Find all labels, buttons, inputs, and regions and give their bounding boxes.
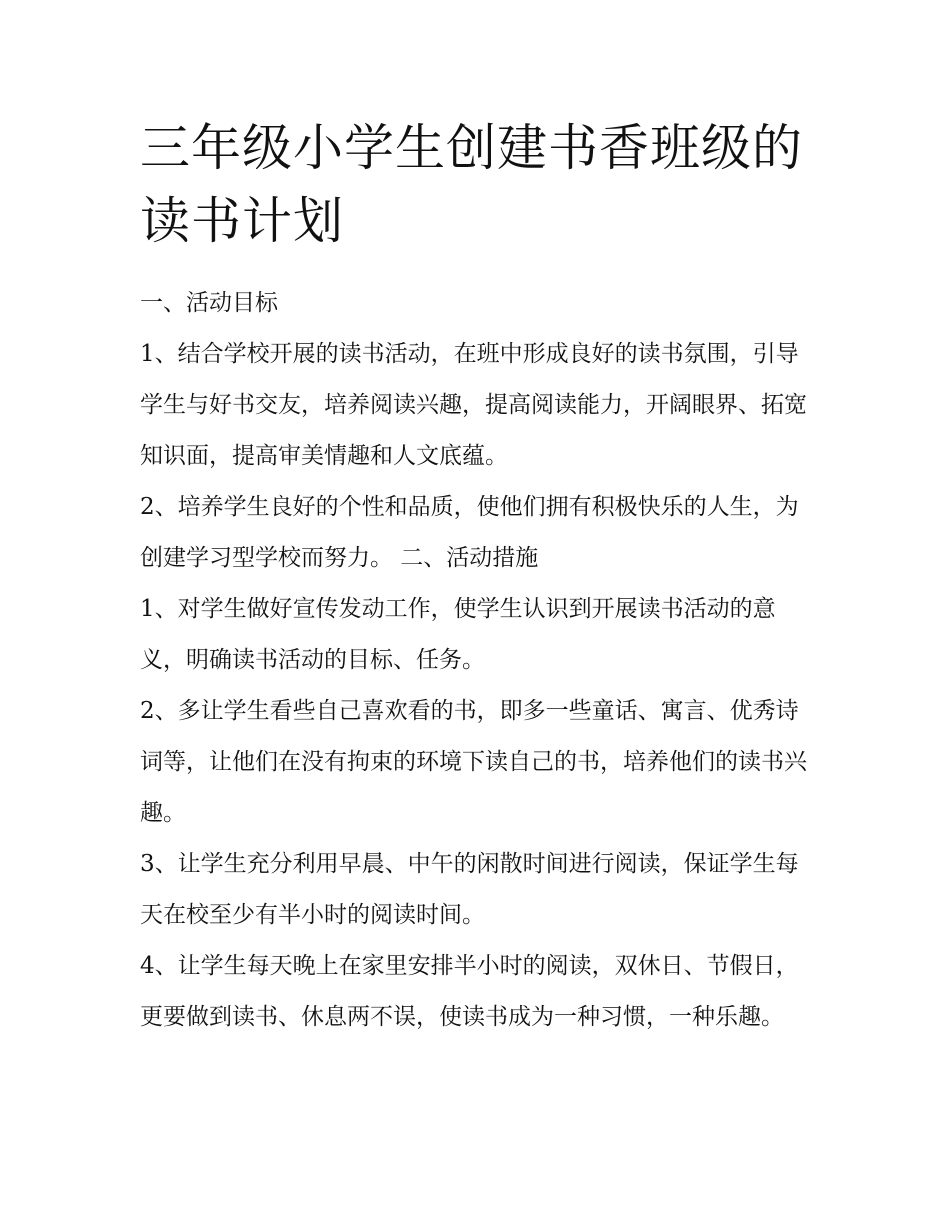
paragraph-goal-2: 2、培养学生良好的个性和品质，使他们拥有积极快乐的人生，为创建学习型学校而努力。 二、活动措施 <box>140 494 799 571</box>
paragraph-measure-4: 4、让学生每天晚上在家里安排半小时的阅读，双休日、节假日，更要做到读书、休息两不误，使读书成为一种习惯，一种乐趣。 <box>140 953 799 1030</box>
document-body <box>140 278 820 1043</box>
paragraph-goal-1: 1、结合学校开展的读书活动，在班中形成良好的读书氛围，引导学生与好书交友，培养阅读兴趣，提高阅读能力，开阔眼界、拓宽知识面，提高审美情趣和人文底蕴。 <box>140 341 807 469</box>
document-title <box>140 112 820 258</box>
section-heading-goals: 一、活动目标 <box>140 290 278 316</box>
paragraph-measure-3: 3、让学生充分利用早晨、中午的闲散时间进行阅读，保证学生每天在校至少有半小时的阅读时间。 <box>140 851 799 928</box>
paragraph-measure-2: 2、多让学生看些自己喜欢看的书，即多一些童话、寓言、优秀诗词等，让他们在没有拘束的环境下读自己的书，培养他们的读书兴趣。 <box>140 698 807 826</box>
title-line-1: 三年级小学生创建书香班级的 <box>140 119 803 177</box>
title-line-2: 读书计划 <box>140 192 344 250</box>
paragraph-measure-1: 1、对学生做好宣传发动工作，使学生认识到开展读书活动的意义，明确读书活动的目标、任务。 <box>140 596 776 673</box>
